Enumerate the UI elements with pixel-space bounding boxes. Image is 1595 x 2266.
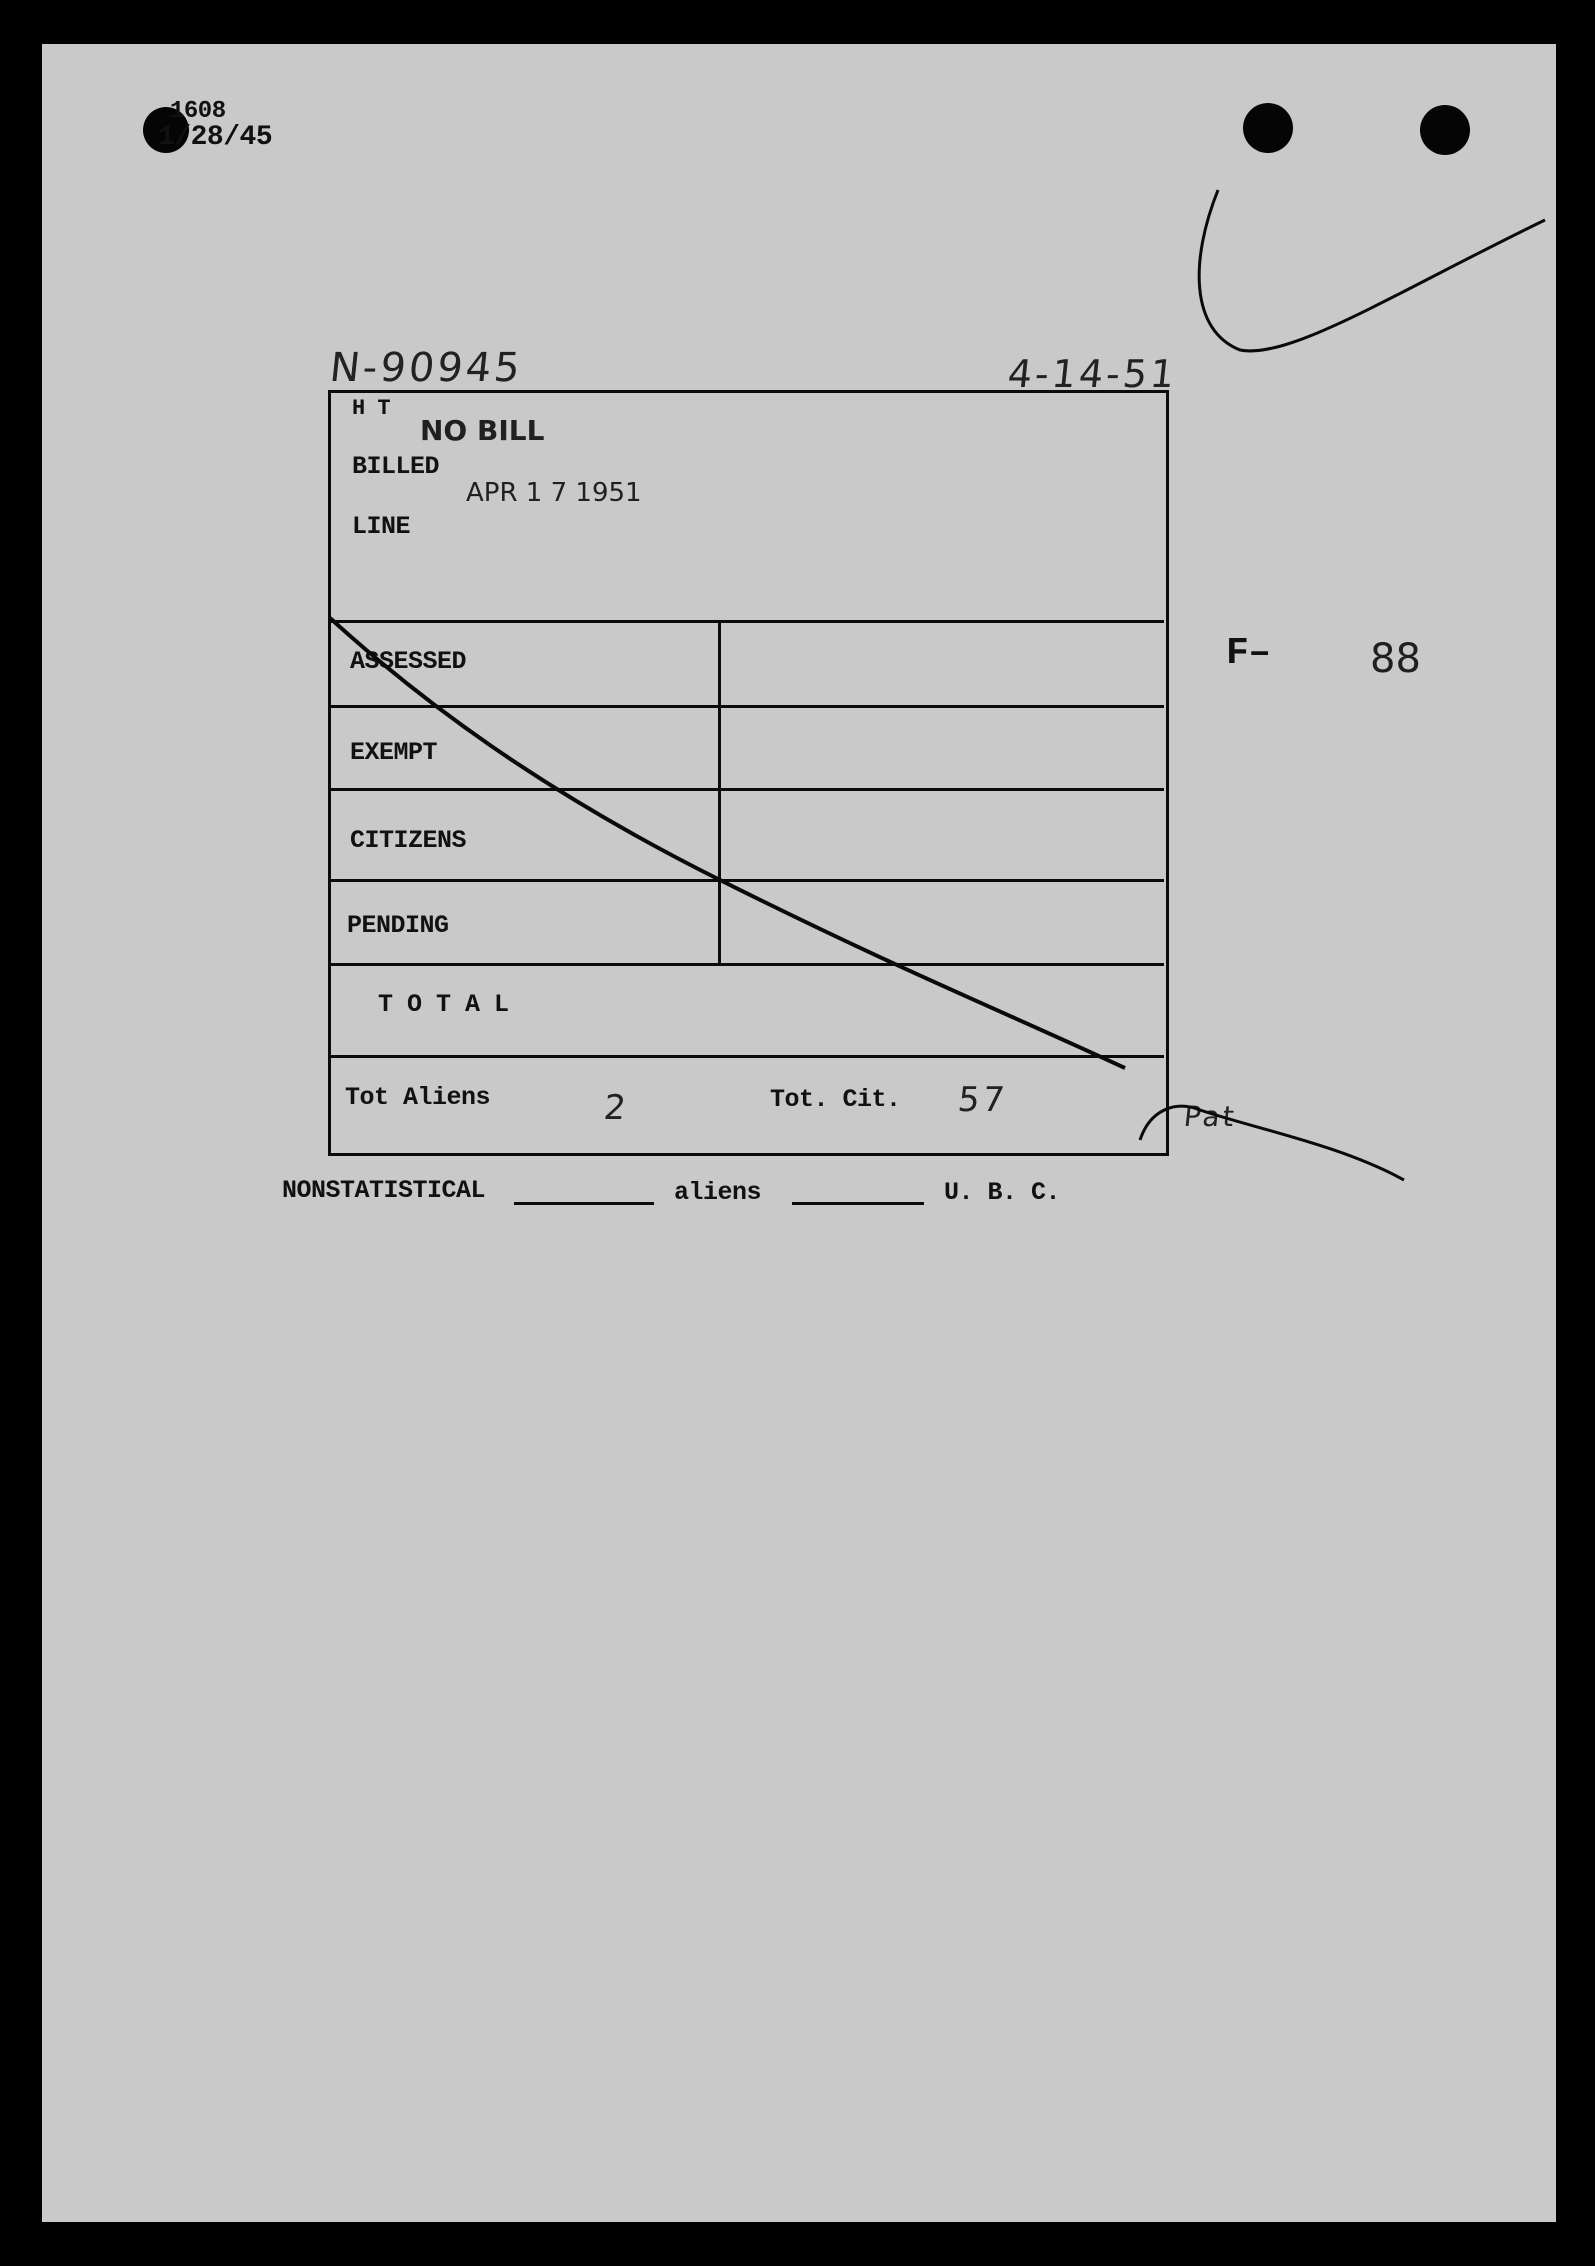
row-label-citizens: CITIZENS bbox=[350, 826, 467, 855]
initials-handwritten: Pat bbox=[1182, 1100, 1239, 1133]
tot-aliens-label: Tot Aliens bbox=[345, 1083, 491, 1112]
row-label-assessed: ASSESSED bbox=[350, 647, 467, 676]
tot-cit-value: 57 bbox=[955, 1080, 1010, 1120]
diagonal-cancel-line bbox=[330, 618, 1125, 1068]
side-number: 88 bbox=[1370, 636, 1421, 682]
side-mark: F– bbox=[1226, 632, 1271, 675]
initials-underline bbox=[1140, 1106, 1404, 1180]
no-bill-stamp: NO BILL bbox=[420, 414, 545, 447]
tot-aliens-value: 2 bbox=[601, 1088, 631, 1128]
ubc-label: U. B. C. bbox=[944, 1178, 1061, 1207]
billed-date-stamp: APR 1 7 1951 bbox=[466, 478, 642, 508]
ht-label: H T bbox=[352, 396, 391, 421]
billed-label: BILLED bbox=[352, 452, 440, 481]
file-number: N-90945 bbox=[327, 345, 526, 391]
form-revision-date: 1/28/45 bbox=[158, 122, 273, 153]
form-number: 1608 bbox=[170, 98, 226, 125]
line-label: LINE bbox=[352, 512, 411, 541]
tot-cit-label: Tot. Cit. bbox=[770, 1085, 901, 1114]
row-label-pending: PENDING bbox=[347, 911, 449, 940]
nonstatistical-label: NONSTATISTICAL bbox=[282, 1176, 486, 1205]
corner-check-stroke bbox=[1199, 190, 1545, 351]
handwritten-date: 4-14-51 bbox=[1005, 352, 1180, 396]
total-label: T O T A L bbox=[378, 990, 509, 1019]
aliens-label: aliens bbox=[674, 1178, 762, 1207]
row-label-exempt: EXEMPT bbox=[350, 738, 438, 767]
